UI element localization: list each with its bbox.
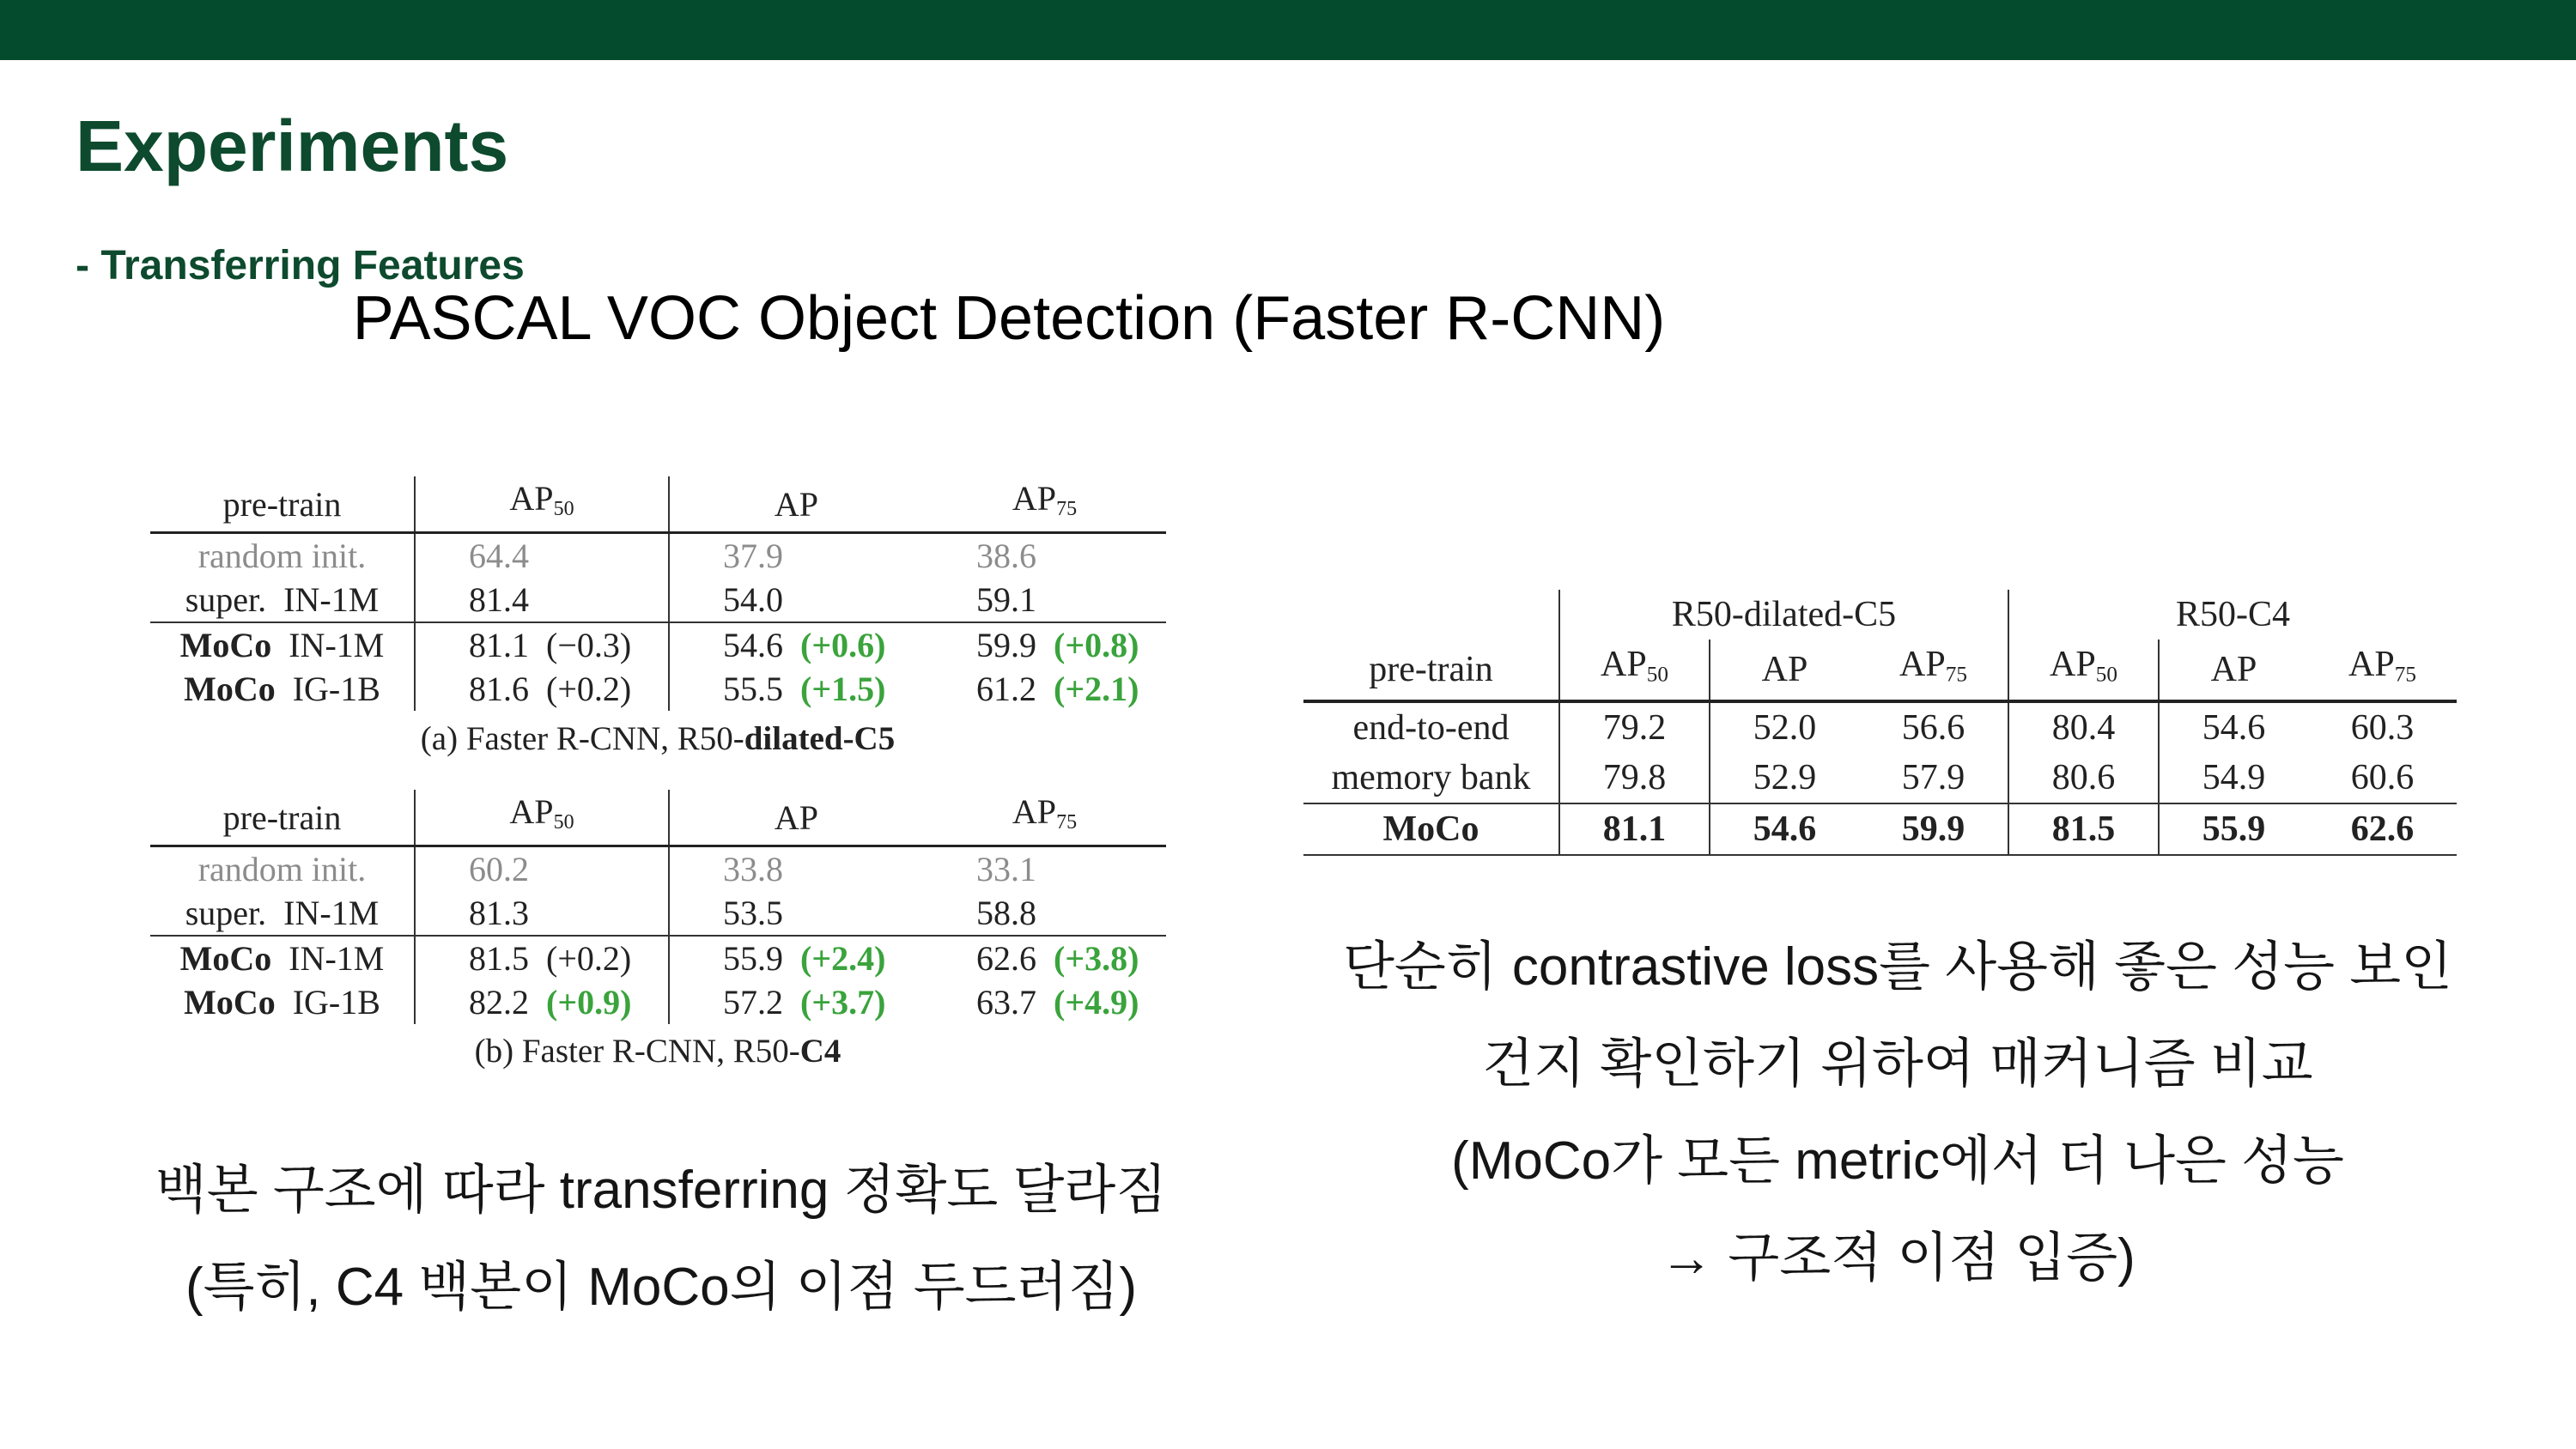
- cell: 81.5: [2008, 803, 2159, 855]
- cell-ap: 55.5 (+1.5): [723, 670, 886, 708]
- cell-ap: 55.9 (+2.4): [669, 936, 923, 980]
- slide-heading: PASCAL VOC Object Detection (Faster R-CNN): [352, 284, 1666, 353]
- table-row: [150, 980, 1166, 1024]
- cell: 52.9: [1753, 758, 1817, 798]
- table-header-row: [1303, 640, 2457, 701]
- table-row: [150, 891, 1166, 936]
- cell-ap75: 63.7 (+4.9): [976, 983, 1139, 1022]
- row-pretrain: MoCo: [1303, 803, 1559, 855]
- cell-ap: 33.8: [723, 850, 783, 888]
- header-ap75: $AP_{75}$: [923, 476, 1166, 533]
- cell-ap75: 38.6: [976, 537, 1036, 575]
- table-row: [150, 936, 1166, 980]
- row-pretrain: MoCo IG-1B: [150, 980, 415, 1024]
- row-pretrain: end-to-end: [1303, 701, 1559, 753]
- row-pretrain: random init.: [150, 846, 415, 892]
- table-row: [1303, 701, 2457, 753]
- table-group-row: [1303, 590, 2457, 640]
- cell: 80.6: [2008, 753, 2159, 803]
- header-pretrain: pre-train: [150, 476, 415, 533]
- cell: 56.6: [1859, 701, 2008, 753]
- cell-ap75: 61.2 (+2.1): [976, 670, 1139, 708]
- top-bar: [0, 0, 2576, 60]
- cell-ap50: 81.1 (−0.3): [415, 622, 669, 667]
- table-a-dilated-c5: [150, 476, 1166, 711]
- cell: 55.9: [2159, 803, 2308, 855]
- cell-ap75: 33.1: [976, 850, 1036, 888]
- header-ap75: $AP_{75}$: [1859, 640, 2008, 701]
- right-note: [1288, 919, 2507, 1307]
- table-row: [150, 533, 1166, 579]
- group-dilated-c5: R50-dilated-C5: [1559, 590, 2008, 640]
- cell-ap50: 81.6 (+0.2): [415, 667, 669, 711]
- cell: 54.6: [1710, 803, 1859, 855]
- right-note-line: 단순히 contrastive loss를 사용해 좋은 성능 보인: [1342, 937, 2452, 997]
- row-pretrain: random init.: [150, 533, 415, 579]
- cell: 79.2: [1559, 701, 1710, 753]
- table-b-caption: (b) Faster R-CNN, R50-C4: [474, 1033, 841, 1070]
- table-a-caption: (a) Faster R-CNN, R50-dilated-C5: [420, 720, 896, 757]
- header-pretrain: pre-train: [150, 790, 415, 846]
- left-note-line: (특히, C4 백본이 MoCo의 이점 두드러짐): [185, 1258, 1137, 1317]
- group-c4: R50-C4: [2175, 595, 2290, 634]
- header-pretrain: pre-train: [1303, 640, 1559, 701]
- left-note-line: 백본 구조에 따라 transferring 정확도 달라짐: [155, 1161, 1168, 1220]
- left-note: [94, 1142, 1228, 1336]
- cell-ap50: 64.4: [415, 533, 669, 579]
- table-row: [1303, 803, 2457, 855]
- cell: 54.9: [2202, 758, 2266, 798]
- cell-ap75: 59.9 (+0.8): [923, 622, 1166, 667]
- header-ap: AP: [1710, 640, 1859, 701]
- slide-title: Experiments: [76, 106, 509, 186]
- right-note-line: (MoCo가 모든 metric에서 더 나은 성능: [1451, 1131, 2344, 1191]
- table-c-mechanism-comparison: [1303, 590, 2457, 856]
- cell-ap75: 59.1: [976, 580, 1036, 619]
- right-note-line: 건지 확인하기 위하여 매커니즘 비교: [1482, 1034, 2313, 1094]
- header-ap50: $AP_{50}$: [1559, 640, 1710, 701]
- cell-ap: 54.6 (+0.6): [669, 622, 923, 667]
- cell-ap: 53.5: [723, 894, 783, 932]
- row-pretrain: memory bank: [1303, 753, 1559, 803]
- cell-ap75: 62.6 (+3.8): [923, 936, 1166, 980]
- header-ap50: $AP_{50}$: [415, 790, 669, 846]
- table-row: [150, 578, 1166, 622]
- table-row: [150, 622, 1166, 667]
- cell: 62.6: [2308, 803, 2457, 855]
- cell-ap: 57.2 (+3.7): [723, 983, 886, 1022]
- cell-ap50: 60.2: [415, 846, 669, 892]
- header-ap: AP: [2159, 640, 2308, 701]
- cell: 60.3: [2350, 708, 2415, 749]
- cell: 81.1: [1559, 803, 1710, 855]
- header-ap: AP: [669, 790, 923, 846]
- table-row: [1303, 753, 2457, 803]
- slide-subtitle: - Transferring Features: [76, 243, 525, 288]
- row-pretrain: MoCo IN-1M: [150, 622, 415, 667]
- group-empty: [1303, 590, 1559, 640]
- right-note-line: → 구조적 이점 입증): [1660, 1228, 2136, 1288]
- header-ap75: $AP_{75}$: [923, 790, 1166, 846]
- cell-ap50: 81.5 (+0.2): [415, 936, 669, 980]
- row-pretrain: super. IN-1M: [150, 891, 415, 936]
- table-row: [150, 667, 1166, 711]
- cell-ap50: 81.4: [415, 578, 669, 622]
- cell: 52.0: [1753, 708, 1817, 749]
- row-pretrain: MoCo IN-1M: [150, 936, 415, 980]
- table-row: [150, 846, 1166, 892]
- cell-ap50: 81.3: [415, 891, 669, 936]
- cell: 54.6: [2202, 708, 2266, 749]
- cell-ap75: 58.8: [976, 894, 1036, 932]
- cell: 59.9: [1859, 803, 2008, 855]
- cell-ap: 54.0: [723, 580, 783, 619]
- table-b-c4: [150, 790, 1166, 1024]
- cell-ap50: 82.2 (+0.9): [415, 980, 669, 1024]
- table-header-row: [150, 476, 1166, 533]
- row-pretrain: super. IN-1M: [150, 578, 415, 622]
- row-pretrain: MoCo IG-1B: [150, 667, 415, 711]
- cell: 80.4: [2008, 701, 2159, 753]
- header-ap75: $AP_{75}$: [2308, 640, 2457, 701]
- header-ap50: $AP_{50}$: [415, 476, 669, 533]
- cell: 57.9: [1859, 753, 2008, 803]
- cell: 79.8: [1559, 753, 1710, 803]
- header-ap: AP: [669, 476, 923, 533]
- cell: 60.6: [2350, 758, 2415, 798]
- header-ap50: $AP_{50}$: [2008, 640, 2159, 701]
- cell-ap: 37.9: [723, 537, 783, 575]
- table-header-row: [150, 790, 1166, 846]
